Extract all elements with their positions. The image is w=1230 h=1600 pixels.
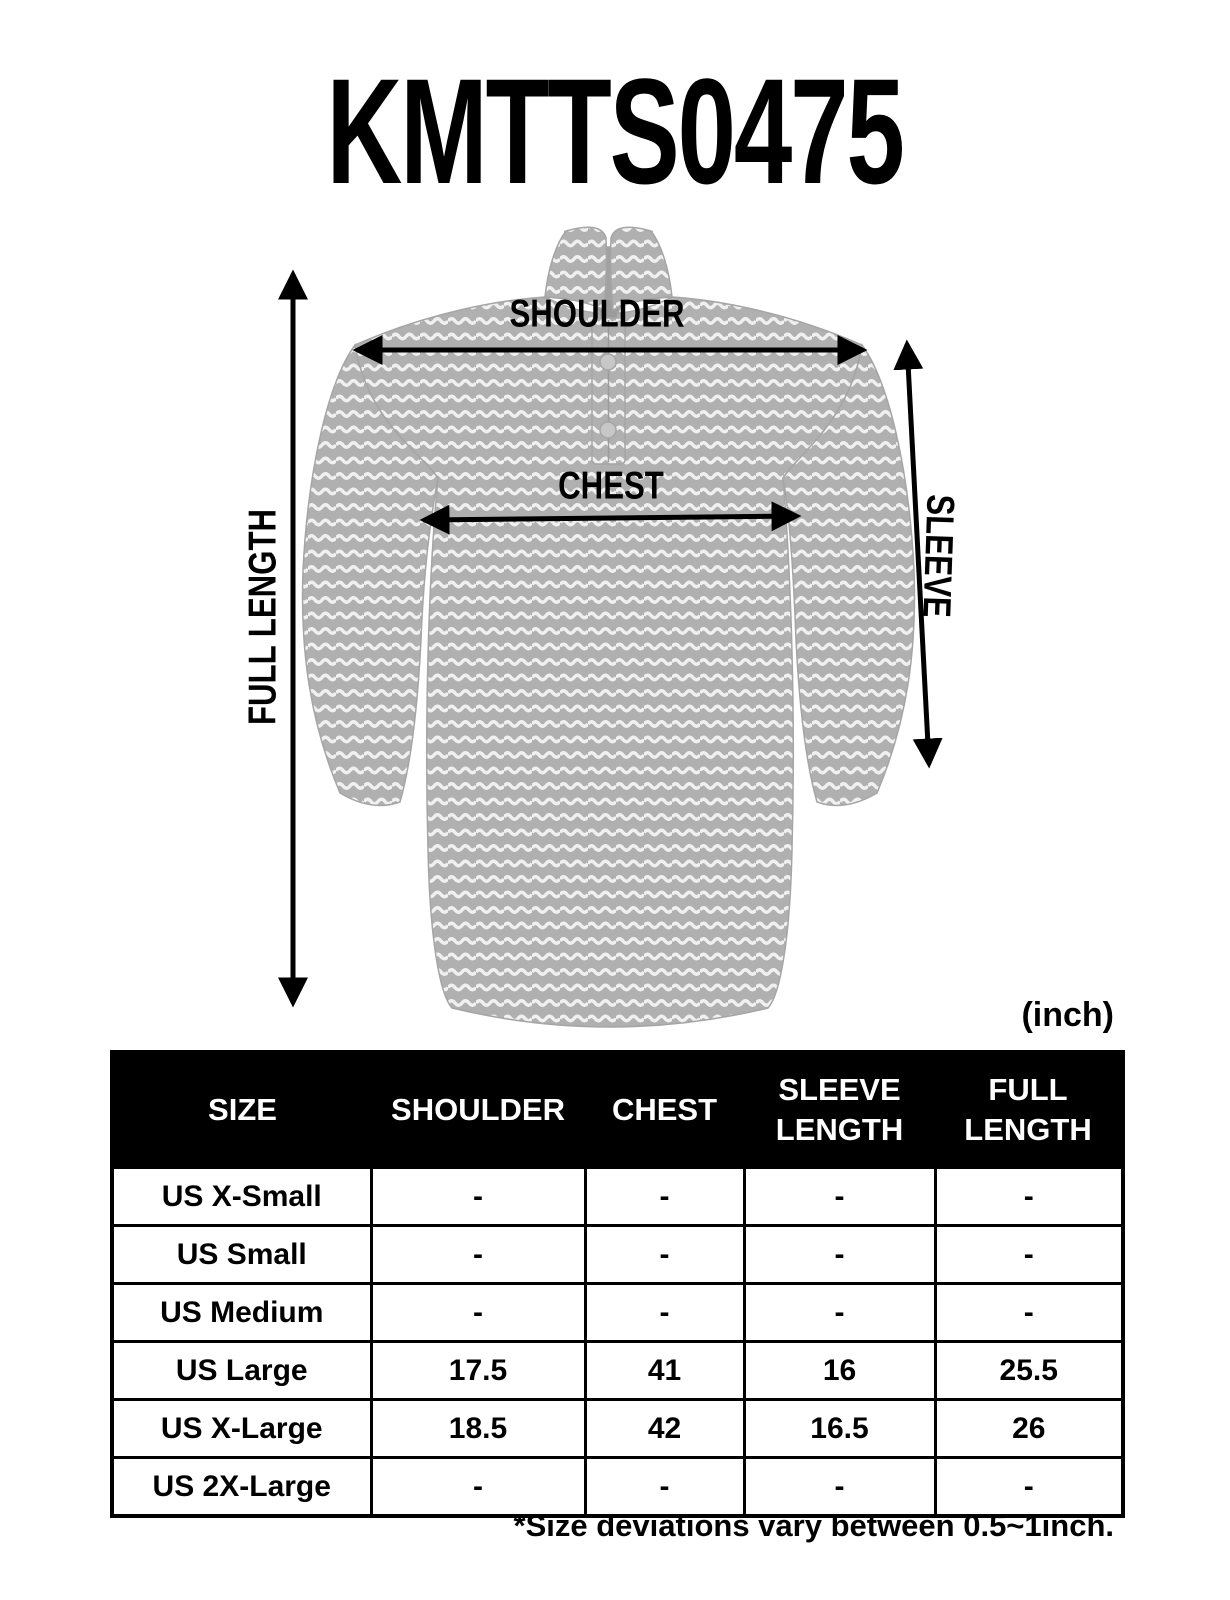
shoulder-label: SHOULDER	[509, 292, 685, 336]
value-cell: -	[935, 1226, 1123, 1284]
size-table-header	[112, 1052, 1123, 1168]
size-cell: US Medium	[112, 1284, 371, 1342]
value-cell: -	[371, 1226, 585, 1284]
size-table	[110, 1050, 1125, 1518]
size-deviation-note: *Size deviations vary between 0.5~1inch.	[513, 1508, 1114, 1543]
table-row	[112, 1226, 1123, 1284]
value-cell: 18.5	[371, 1400, 585, 1458]
value-cell: -	[744, 1458, 935, 1517]
col-full-length: FULL LENGTH	[935, 1052, 1123, 1168]
size-cell: US X-Small	[112, 1168, 371, 1226]
table-row	[112, 1284, 1123, 1342]
value-cell: -	[585, 1458, 744, 1517]
size-cell: US Large	[112, 1342, 371, 1400]
product-code: KMTTS0475	[326, 47, 904, 215]
value-cell: -	[744, 1168, 935, 1226]
header-row	[112, 1052, 1123, 1168]
shirt-button-bottom	[600, 422, 616, 438]
size-cell: US X-Large	[112, 1400, 371, 1458]
full-length-label: FULL LENGTH	[241, 508, 285, 726]
col-shoulder: SHOULDER	[371, 1052, 585, 1168]
value-cell: 42	[585, 1400, 744, 1458]
value-cell: -	[585, 1226, 744, 1284]
size-cell: US 2X-Large	[112, 1458, 371, 1517]
size-cell: US Small	[112, 1226, 371, 1284]
value-cell: -	[371, 1458, 585, 1517]
value-cell: -	[371, 1168, 585, 1226]
value-cell: -	[935, 1284, 1123, 1342]
value-cell: 41	[585, 1342, 744, 1400]
sleeve-label: SLEEVE	[914, 493, 962, 619]
value-cell: -	[744, 1284, 935, 1342]
shirt-button-top	[600, 354, 616, 370]
value-cell: -	[744, 1226, 935, 1284]
table-row	[112, 1168, 1123, 1226]
col-sleeve-length: SLEEVE LENGTH	[744, 1052, 935, 1168]
value-cell: 16.5	[744, 1400, 935, 1458]
value-cell: -	[935, 1168, 1123, 1226]
col-chest: CHEST	[585, 1052, 744, 1168]
value-cell: -	[585, 1168, 744, 1226]
value-cell: -	[585, 1284, 744, 1342]
shirt-graphic	[302, 227, 914, 1027]
units-label: (inch)	[1021, 996, 1114, 1034]
value-cell: 17.5	[371, 1342, 585, 1400]
size-table-body	[112, 1168, 1123, 1517]
value-cell: 25.5	[935, 1342, 1123, 1400]
value-cell: -	[935, 1458, 1123, 1517]
value-cell: 16	[744, 1342, 935, 1400]
chest-label: CHEST	[558, 464, 664, 508]
value-cell: -	[371, 1284, 585, 1342]
table-row	[112, 1400, 1123, 1458]
value-cell: 26	[935, 1400, 1123, 1458]
col-size: SIZE	[112, 1052, 371, 1168]
table-row	[112, 1342, 1123, 1400]
